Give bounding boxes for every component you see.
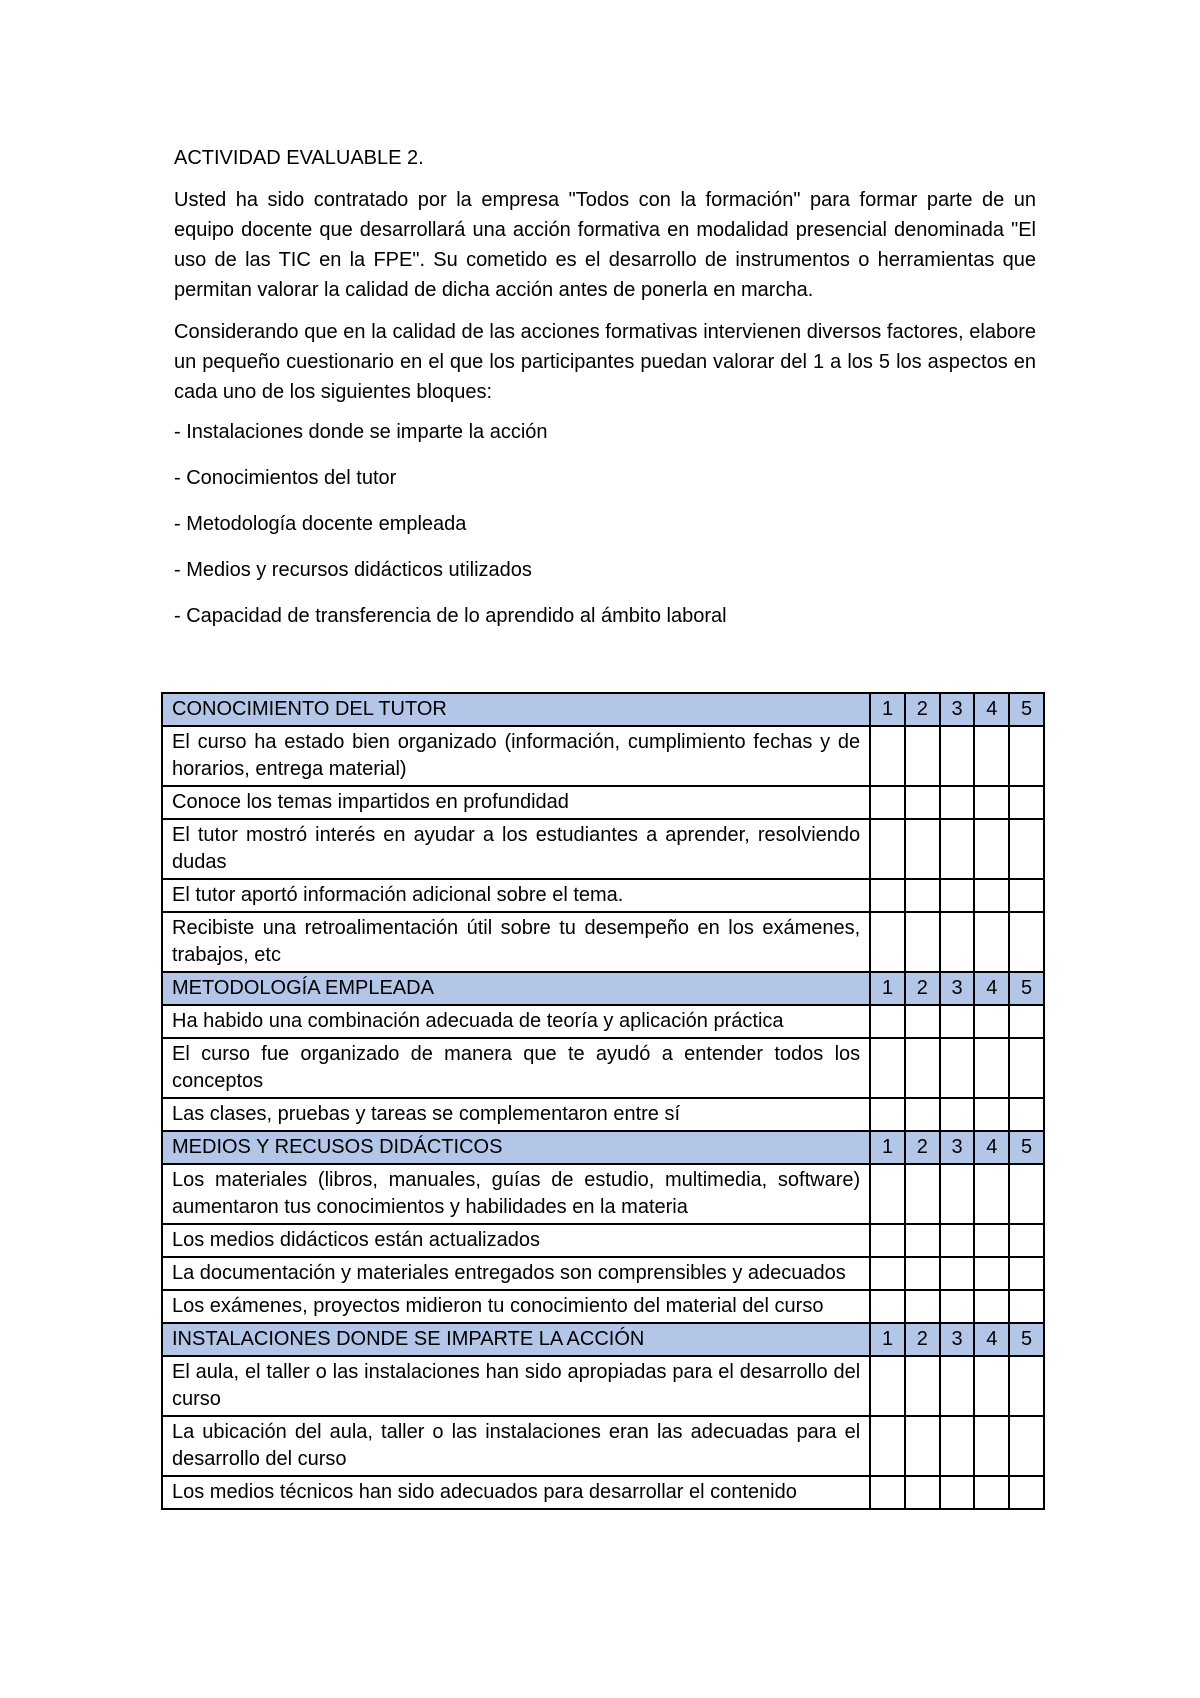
question-text: El aula, el taller o las instalaciones han sido apropiadas para el desarrollo del curso xyxy=(162,1356,870,1416)
rating-cell[interactable] xyxy=(905,819,940,879)
rating-cell[interactable] xyxy=(974,1416,1009,1476)
table-row xyxy=(162,1356,1044,1416)
rating-cell[interactable] xyxy=(905,1098,940,1131)
rating-cell[interactable] xyxy=(940,1290,975,1323)
list-item: - Conocimientos del tutor xyxy=(174,467,397,489)
rating-header: 4 xyxy=(974,1323,1009,1356)
rating-cell[interactable] xyxy=(1009,819,1044,879)
list-item: - Instalaciones donde se imparte la acción xyxy=(174,421,548,443)
question-text: Recibiste una retroalimentación útil sobre tu desempeño en los exámenes, trabajos, etc xyxy=(162,912,870,972)
rating-cell[interactable] xyxy=(940,1356,975,1416)
rating-cell[interactable] xyxy=(1009,1038,1044,1098)
question-text: La ubicación del aula, taller o las instalaciones eran las adecuadas para el desarrollo del curso xyxy=(162,1416,870,1476)
rating-header: 1 xyxy=(870,693,905,726)
table-row xyxy=(162,1038,1044,1098)
rating-cell[interactable] xyxy=(1009,879,1044,912)
rating-cell[interactable] xyxy=(905,1038,940,1098)
rating-header: 5 xyxy=(1009,693,1044,726)
rating-cell[interactable] xyxy=(974,1164,1009,1224)
rating-cell[interactable] xyxy=(940,1098,975,1131)
rating-cell[interactable] xyxy=(974,912,1009,972)
rating-header: 1 xyxy=(870,972,905,1005)
table-row xyxy=(162,726,1044,786)
rating-cell[interactable] xyxy=(940,1416,975,1476)
rating-cell[interactable] xyxy=(905,1005,940,1038)
rating-cell[interactable] xyxy=(974,819,1009,879)
table-row xyxy=(162,1257,1044,1290)
table-row xyxy=(162,1476,1044,1509)
rating-cell[interactable] xyxy=(870,819,905,879)
question-text: El tutor mostró interés en ayudar a los estudiantes a aprender, resolviendo dudas xyxy=(162,819,870,879)
rating-header: 3 xyxy=(940,693,975,726)
rating-cell[interactable] xyxy=(905,1164,940,1224)
rating-cell[interactable] xyxy=(905,786,940,819)
rating-cell[interactable] xyxy=(870,1224,905,1257)
rating-cell[interactable] xyxy=(870,786,905,819)
rating-cell[interactable] xyxy=(870,1356,905,1416)
rating-header: 2 xyxy=(905,1131,940,1164)
table-row xyxy=(162,819,1044,879)
rating-cell[interactable] xyxy=(870,1476,905,1509)
document-page xyxy=(174,145,1036,633)
rating-header: 2 xyxy=(905,972,940,1005)
table-row xyxy=(162,1416,1044,1476)
intro-paragraph: Usted ha sido contratado por la empresa "Todos con la formación" para formar parte de un equipo docente que desarrollará una acción formativa en modalidad presencial denominada "El uso de las TIC en la FPE". Su cometido es el desarrollo de instrumentos o herramientas que permitan valorar la calidad de dicha acción antes de ponerla en marcha. xyxy=(174,189,1036,301)
rating-cell[interactable] xyxy=(905,1257,940,1290)
table-row xyxy=(162,1224,1044,1257)
rating-header: 4 xyxy=(974,693,1009,726)
rating-cell[interactable] xyxy=(974,726,1009,786)
rating-header: 5 xyxy=(1009,972,1044,1005)
rating-cell[interactable] xyxy=(974,1224,1009,1257)
section-header-row xyxy=(162,1131,1044,1164)
question-text: Ha habido una combinación adecuada de teoría y aplicación práctica xyxy=(162,1005,870,1038)
rating-cell[interactable] xyxy=(1009,726,1044,786)
rating-cell[interactable] xyxy=(940,879,975,912)
rating-cell[interactable] xyxy=(1009,912,1044,972)
rating-header: 4 xyxy=(974,1131,1009,1164)
instructions-paragraph: Considerando que en la calidad de las acciones formativas intervienen diversos factores, elabore un pequeño cuestionario en el que los participantes puedan valorar del 1 a los 5 los aspectos en cada uno de los siguientes bloques: xyxy=(174,321,1036,403)
rating-cell[interactable] xyxy=(870,726,905,786)
section-header-row xyxy=(162,1323,1044,1356)
section-title: METODOLOGÍA EMPLEADA xyxy=(162,972,870,1005)
rating-header: 3 xyxy=(940,1323,975,1356)
rating-cell[interactable] xyxy=(870,1098,905,1131)
rating-cell[interactable] xyxy=(905,912,940,972)
rating-cell[interactable] xyxy=(870,1005,905,1038)
rating-cell[interactable] xyxy=(940,1164,975,1224)
rating-cell[interactable] xyxy=(905,1224,940,1257)
question-text: El curso ha estado bien organizado (información, cumplimiento fechas y de horarios, entrega material) xyxy=(162,726,870,786)
section-header-row xyxy=(162,693,1044,726)
block-list xyxy=(174,419,1036,629)
rating-header: 2 xyxy=(905,1323,940,1356)
question-text: El curso fue organizado de manera que te ayudó a entender todos los conceptos xyxy=(162,1038,870,1098)
survey-table xyxy=(161,692,1045,1510)
table-row xyxy=(162,1164,1044,1224)
rating-cell[interactable] xyxy=(905,1290,940,1323)
rating-cell[interactable] xyxy=(974,1476,1009,1509)
question-text: Los medios técnicos han sido adecuados para desarrollar el contenido xyxy=(162,1476,870,1509)
rating-header: 5 xyxy=(1009,1323,1044,1356)
question-text: Conoce los temas impartidos en profundidad xyxy=(162,786,870,819)
list-item: - Capacidad de transferencia de lo aprendido al ámbito laboral xyxy=(174,605,727,627)
rating-cell[interactable] xyxy=(940,1038,975,1098)
table-row xyxy=(162,1290,1044,1323)
section-title: MEDIOS Y RECUSOS DIDÁCTICOS xyxy=(162,1131,870,1164)
rating-cell[interactable] xyxy=(974,786,1009,819)
rating-cell[interactable] xyxy=(974,1257,1009,1290)
document-title: ACTIVIDAD EVALUABLE 2. xyxy=(174,147,424,169)
rating-header: 4 xyxy=(974,972,1009,1005)
question-text: La documentación y materiales entregados son comprensibles y adecuados xyxy=(162,1257,870,1290)
rating-cell[interactable] xyxy=(905,879,940,912)
rating-cell[interactable] xyxy=(1009,1356,1044,1416)
rating-cell[interactable] xyxy=(870,1416,905,1476)
rating-cell[interactable] xyxy=(1009,1476,1044,1509)
table-row xyxy=(162,879,1044,912)
rating-cell[interactable] xyxy=(974,1290,1009,1323)
rating-cell[interactable] xyxy=(940,1005,975,1038)
rating-cell[interactable] xyxy=(940,912,975,972)
rating-cell[interactable] xyxy=(905,1476,940,1509)
rating-header: 1 xyxy=(870,1131,905,1164)
question-text: Las clases, pruebas y tareas se complementaron entre sí xyxy=(162,1098,870,1131)
rating-cell[interactable] xyxy=(1009,1224,1044,1257)
rating-cell[interactable] xyxy=(974,1098,1009,1131)
rating-cell[interactable] xyxy=(1009,1257,1044,1290)
rating-header: 5 xyxy=(1009,1131,1044,1164)
table-row xyxy=(162,1098,1044,1131)
rating-header: 3 xyxy=(940,972,975,1005)
rating-cell[interactable] xyxy=(905,1356,940,1416)
rating-cell[interactable] xyxy=(905,726,940,786)
list-item: - Metodología docente empleada xyxy=(174,513,467,535)
table-row xyxy=(162,1005,1044,1038)
rating-cell[interactable] xyxy=(940,1476,975,1509)
rating-cell[interactable] xyxy=(905,1416,940,1476)
rating-cell[interactable] xyxy=(940,1224,975,1257)
rating-cell[interactable] xyxy=(974,1356,1009,1416)
rating-cell[interactable] xyxy=(940,726,975,786)
rating-cell[interactable] xyxy=(974,879,1009,912)
rating-header: 1 xyxy=(870,1323,905,1356)
table-row xyxy=(162,786,1044,819)
rating-cell[interactable] xyxy=(1009,1290,1044,1323)
rating-cell[interactable] xyxy=(870,1164,905,1224)
rating-cell[interactable] xyxy=(1009,1416,1044,1476)
question-text: Los exámenes, proyectos midieron tu conocimiento del material del curso xyxy=(162,1290,870,1323)
rating-cell[interactable] xyxy=(940,819,975,879)
question-text: Los medios didácticos están actualizados xyxy=(162,1224,870,1257)
rating-header: 3 xyxy=(940,1131,975,1164)
table-row xyxy=(162,912,1044,972)
rating-cell[interactable] xyxy=(1009,1164,1044,1224)
rating-cell[interactable] xyxy=(870,1290,905,1323)
question-text: Los materiales (libros, manuales, guías de estudio, multimedia, software) aumentaron tus conocimientos y habilidades en la materia xyxy=(162,1164,870,1224)
rating-cell[interactable] xyxy=(1009,1098,1044,1131)
rating-header: 2 xyxy=(905,693,940,726)
rating-cell[interactable] xyxy=(870,912,905,972)
section-title: INSTALACIONES DONDE SE IMPARTE LA ACCIÓN xyxy=(162,1323,870,1356)
rating-cell[interactable] xyxy=(1009,1005,1044,1038)
rating-cell[interactable] xyxy=(1009,786,1044,819)
question-text: El tutor aportó información adicional sobre el tema. xyxy=(162,879,870,912)
section-header-row xyxy=(162,972,1044,1005)
rating-cell[interactable] xyxy=(870,1038,905,1098)
rating-cell[interactable] xyxy=(870,1257,905,1290)
section-title: CONOCIMIENTO DEL TUTOR xyxy=(162,693,870,726)
rating-cell[interactable] xyxy=(940,786,975,819)
rating-cell[interactable] xyxy=(974,1038,1009,1098)
rating-cell[interactable] xyxy=(870,879,905,912)
rating-cell[interactable] xyxy=(974,1005,1009,1038)
list-item: - Medios y recursos didácticos utilizados xyxy=(174,559,532,581)
rating-cell[interactable] xyxy=(940,1257,975,1290)
